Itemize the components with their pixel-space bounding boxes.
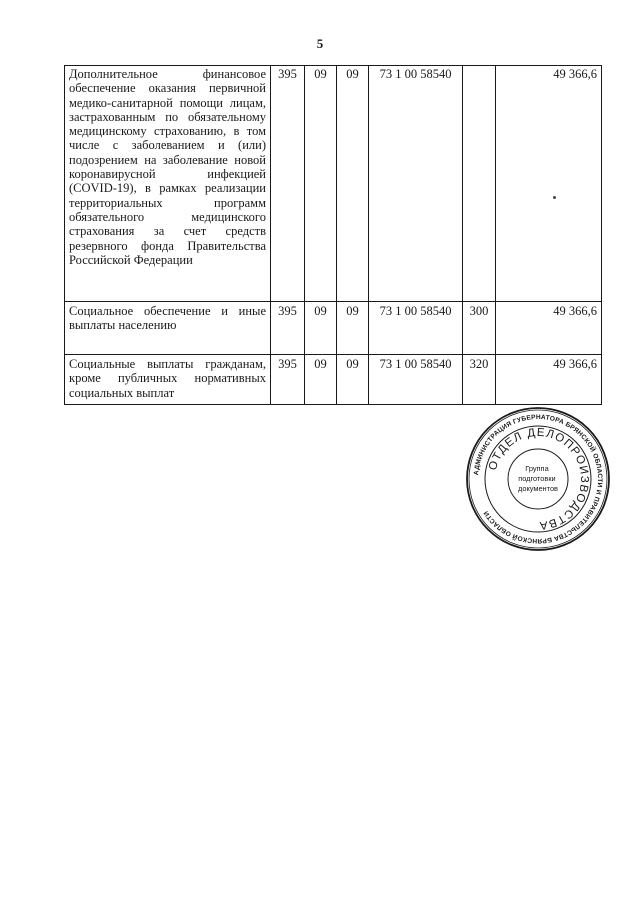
- scan-speck: [553, 196, 556, 199]
- amount: 49 366,6: [496, 66, 602, 302]
- amount: 49 366,6: [496, 302, 602, 355]
- subsection-code: 09: [337, 302, 369, 355]
- ministry-code: 395: [271, 355, 305, 405]
- expense-type-code: [463, 66, 496, 302]
- row-name: Дополнительное финансовое обеспечение оказания первичной медико-санитарной помощи лицам, застрахованным по обязательному медицинскому страхованию, в том числе с заболеванием и (или) подозрением на заболевание новой коронавирусной инфекцией (COVID-19), в рамках реализации территориальных программ обязательного медицинского страхования за счет средств резервного фонда Правительства Российской Федерации: [65, 66, 271, 302]
- stamp-outer-text: АДМИНИСТРАЦИЯ ГУБЕРНАТОРА БРЯНСКОЙ ОБЛАСТИ И ПРАВИТЕЛЬСТВА БРЯНСКОЙ ОБЛАСТИ: [473, 413, 604, 545]
- page-number: 5: [316, 36, 324, 51]
- expense-type-code: 320: [463, 355, 496, 405]
- section-code: 09: [305, 302, 337, 355]
- ministry-code: 395: [271, 66, 305, 302]
- official-stamp: [464, 405, 612, 553]
- row-name: Социальные выплаты гражданам, кроме публичных нормативных социальных выплат: [65, 355, 271, 405]
- target-article-code: 73 1 00 58540: [369, 355, 463, 405]
- ministry-code: 395: [271, 302, 305, 355]
- section-code: 09: [305, 66, 337, 302]
- table-row: [65, 66, 602, 302]
- amount: 49 366,6: [496, 355, 602, 405]
- table-row: [65, 302, 602, 355]
- stamp-center-text: Группа подготовки документов: [518, 464, 558, 493]
- section-code: 09: [305, 355, 337, 405]
- target-article-code: 73 1 00 58540: [369, 302, 463, 355]
- target-article-code: 73 1 00 58540: [369, 66, 463, 302]
- expense-type-code: 300: [463, 302, 496, 355]
- subsection-code: 09: [337, 355, 369, 405]
- stamp-department-text: ОТДЕЛ ДЕЛОПРОИЗВОДСТВА: [486, 426, 591, 532]
- budget-table: [64, 65, 602, 405]
- subsection-code: 09: [337, 66, 369, 302]
- table-row: [65, 355, 602, 405]
- row-name: Социальное обеспечение и иные выплаты населению: [65, 302, 271, 355]
